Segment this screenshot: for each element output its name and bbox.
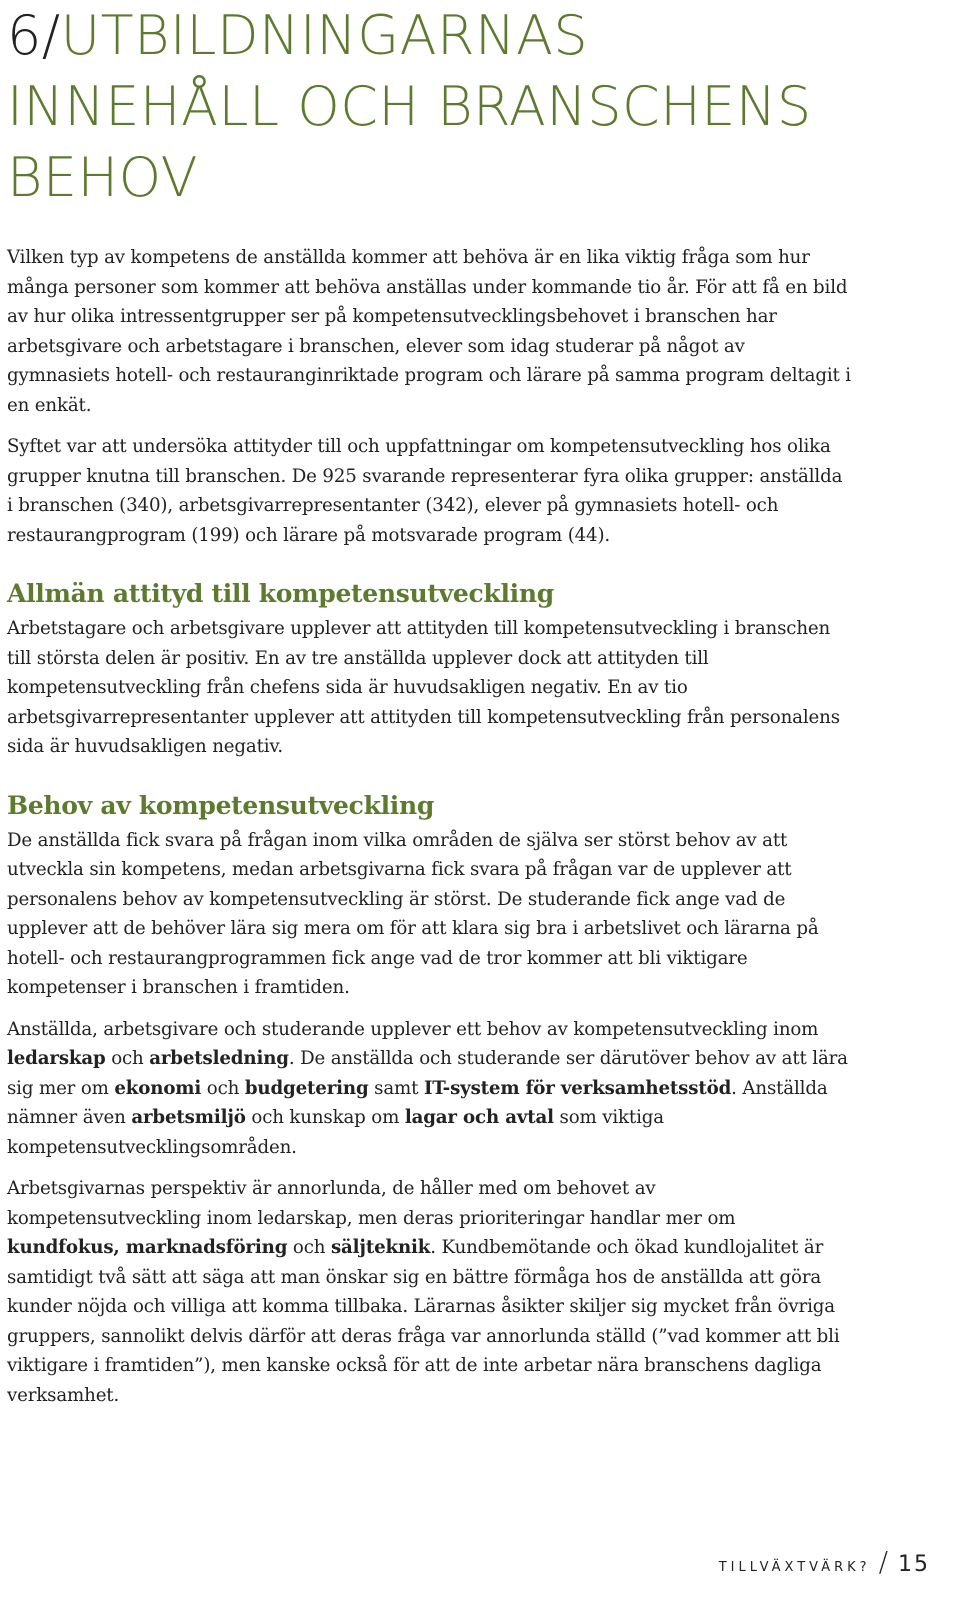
text-run: . Anställda nämner även bbox=[7, 1077, 828, 1128]
bold-term: arbetsledning bbox=[149, 1048, 289, 1069]
text-run: . De anställda och studerande ser därutöver behov av att lära sig mer om bbox=[7, 1048, 848, 1099]
bold-term: lagar och avtal bbox=[404, 1107, 554, 1128]
bold-term: säljteknik bbox=[330, 1237, 431, 1258]
chapter-slash: / bbox=[41, 4, 61, 67]
title-line-1: UTBILDNINGARNAS bbox=[60, 4, 589, 67]
page-content bbox=[7, 0, 852, 1422]
bold-term: IT-system för verksamhetsstöd bbox=[423, 1077, 732, 1099]
bold-term: ekonomi bbox=[114, 1077, 202, 1099]
text-run: Arbetsgivarnas perspektiv är annorlunda, de håller med om behovet av kompetensutveckling inom ledarskap, men deras prioriteringar handlar mer om bbox=[7, 1178, 736, 1229]
bold-term: kundfokus, marknadsföring bbox=[7, 1237, 288, 1258]
section-heading-attitude: Allmän attityd till kompetensutveckling bbox=[7, 579, 554, 608]
chapter-number: 6 bbox=[7, 4, 42, 67]
needs-paragraph-3 bbox=[7, 1174, 852, 1410]
attitude-paragraph: Arbetstagare och arbetsgivare upplever att attityden till kompetensutveckling i branschen till största delen är positiv. En av tre anställda upplever dock att attityden till kompetensutveckling från chefens sida är huvudsakligen negativ. En av tio arbetsgivarrepresentanter upplever att attityden till kompetensutveckling från personalens sida är huvudsakligen negativ. bbox=[7, 618, 840, 757]
title-line-3: BEHOV bbox=[7, 146, 199, 209]
page-title bbox=[7, 0, 852, 213]
title-line-2: INNEHÅLL OCH BRANSCHENS bbox=[7, 75, 812, 138]
text-run: och bbox=[287, 1237, 331, 1258]
footer-separator: / bbox=[878, 1545, 888, 1578]
text-run: och bbox=[105, 1048, 150, 1069]
page-footer bbox=[719, 1545, 930, 1578]
needs-paragraph-1: De anställda fick svara på frågan inom vilka områden de själva ser störst behov av att utveckla sin kompetens, medan arbetsgivarna fick svara på frågan var de upplever att personalens behov av kompetensutveckling är störst. De studerande fick ange vad de upplever att de behöver lära sig mera om för att klara sig bra i arbetslivet och lärarna på hotell- och restaurangprogrammen fick ange vad de tror kommer att bli viktigare kompetenser i branschen i framtiden. bbox=[7, 829, 819, 998]
bold-term: arbetsmiljö bbox=[131, 1107, 246, 1128]
footer-brand: TILLVÄXTVÄRK? bbox=[718, 1560, 871, 1575]
text-run: och kunskap om bbox=[245, 1107, 405, 1128]
page-number: 15 bbox=[898, 1552, 930, 1577]
text-run: samt bbox=[368, 1077, 424, 1099]
section-heading-needs: Behov av kompetensutveckling bbox=[7, 790, 435, 820]
bold-term: ledarskap bbox=[7, 1048, 106, 1069]
intro-paragraph-2: Syftet var att undersöka attityder till och uppfattningar om kompetensutveckling hos olika grupper knutna till branschen. De 925 svarande representerar fyra olika grupper: anställda i branschen (340), arbetsgivarrepresentanter (342), elever på gymnasiets hotell- och restaurangprogram (199) och lärare på motsvarade program (44). bbox=[7, 436, 843, 546]
intro-paragraph-1: Vilken typ av kompetens de anställda kommer att behöva är en lika viktig fråga som hur många personer som kommer att behöva anställas under kommande tio år. För att få en bild av hur olika intressentgrupper ser på kompetensutvecklingsbehovet i branschen har arbetsgivare och arbetstagare i branschen, elever som idag studerar på något av gymnasiets hotell- och restauranginriktade program och lärare på samma program deltagit i en enkät. bbox=[7, 247, 851, 416]
text-run: och bbox=[201, 1077, 245, 1099]
bold-term: budgetering bbox=[244, 1077, 369, 1099]
text-run: som viktiga kompetensutvecklingsområden. bbox=[7, 1107, 664, 1158]
text-run: . Kundbemötande och ökad kundlojalitet är samtidigt två sätt att säga att man önskar sig en bättre förmåga hos de anställda att göra kunder nöjda och villiga att komma tillbaka. Lärarnas åsikter skiljer sig mycket från övriga gruppers, sannolikt delvis därför att deras fråga var annorlunda ställd (”vad kommer att bli viktigare i framtiden”), men kanske också för att de inte arbetar nära branschens dagliga verksamhet. bbox=[7, 1237, 840, 1406]
text-run: Anställda, arbetsgivare och studerande upplever ett behov av kompetensutveckling inom bbox=[7, 1018, 819, 1040]
needs-paragraph-2 bbox=[7, 1015, 852, 1163]
intro-section bbox=[7, 243, 852, 550]
